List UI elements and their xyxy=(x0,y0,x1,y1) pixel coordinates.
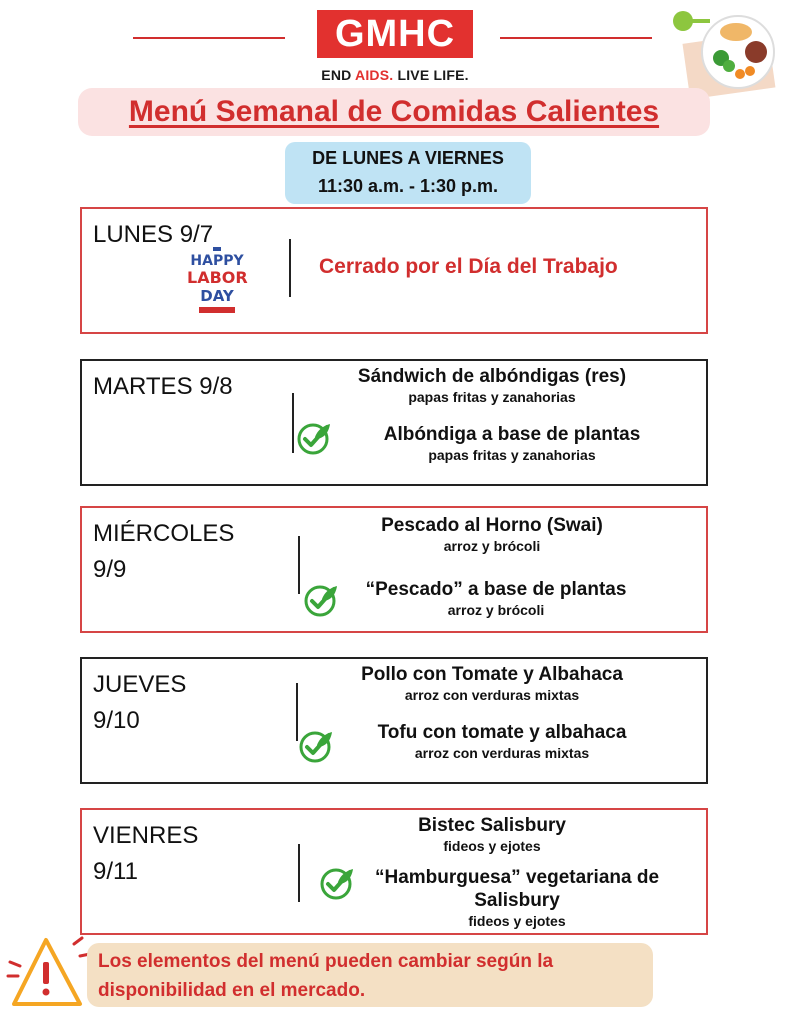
dish-vegan xyxy=(342,423,682,464)
dish-vegan xyxy=(352,866,682,930)
dish-name: Tofu con tomate y albahaca xyxy=(377,722,627,743)
labor-badge-line2: LABOR xyxy=(187,268,248,287)
labor-badge-line1: HAPPY xyxy=(190,253,244,269)
dish-regular xyxy=(302,365,682,406)
hours-time: 11:30 a.m. - 1:30 p.m. xyxy=(317,176,499,196)
dish-vegan xyxy=(342,721,662,762)
hours-days: DE LUNES A VIERNES xyxy=(312,148,504,168)
day-date: 9/9 xyxy=(93,556,127,583)
day-name: MIÉRCOLES xyxy=(93,520,235,547)
dish-regular xyxy=(332,814,652,855)
menu-title-banner xyxy=(78,88,710,136)
divider xyxy=(292,393,294,453)
divider xyxy=(289,239,291,297)
vegan-check-icon xyxy=(320,866,354,900)
labor-badge-line3: DAY xyxy=(200,287,234,305)
plate-food-icon xyxy=(666,8,778,98)
dish-name: Albóndiga a base de plantas xyxy=(383,424,641,445)
logo-tagline xyxy=(300,67,490,83)
warning-icon xyxy=(6,932,92,1014)
dish-name: “Pescado” a base de plantas xyxy=(365,579,627,600)
dish-regular xyxy=(322,663,662,704)
dish-sides: fideos y ejotes xyxy=(468,913,566,929)
dish-sides: arroz con verduras mixtas xyxy=(414,745,590,761)
dish-name: Pescado al Horno (Swai) xyxy=(381,515,603,536)
labor-day-badge xyxy=(187,247,247,327)
dish-sides: arroz y brócoli xyxy=(447,602,545,618)
gmhc-logo xyxy=(317,10,473,58)
service-hours-box xyxy=(285,142,531,204)
availability-notice xyxy=(98,947,658,1005)
dish-name: Pollo con Tomate y Albahaca xyxy=(361,664,623,685)
notice-line2: disponibilidad en el mercado. xyxy=(98,980,366,1001)
divider xyxy=(298,844,300,902)
dish-sides: arroz con verduras mixtas xyxy=(404,687,580,703)
divider xyxy=(298,536,300,594)
header-rule-left xyxy=(133,37,285,39)
day-date: 9/10 xyxy=(93,707,140,734)
day-card-friday xyxy=(80,808,708,935)
dish-sides: fideos y ejotes xyxy=(443,838,541,854)
dish-sides: papas fritas y zanahorias xyxy=(408,389,576,405)
day-label-friday xyxy=(93,818,263,890)
dish-name: Bistec Salisbury xyxy=(418,815,566,836)
tagline-aids: AIDS. xyxy=(355,67,394,83)
dish-sides: arroz y brócoli xyxy=(443,538,541,554)
header-rule-right xyxy=(500,37,652,39)
dish-regular xyxy=(332,514,652,555)
notice-line1: Los elementos del menú pueden cambiar según la xyxy=(98,951,554,972)
tagline-end: END xyxy=(321,67,356,83)
logo-text: GMHC xyxy=(334,12,456,55)
day-card-tuesday xyxy=(80,359,708,486)
dish-name: Sándwich de albóndigas (res) xyxy=(357,366,627,387)
day-date: 9/11 xyxy=(93,858,138,885)
vegan-check-icon xyxy=(299,729,333,763)
day-card-thursday xyxy=(80,657,708,784)
divider xyxy=(296,683,298,741)
day-card-wednesday xyxy=(80,506,708,633)
closed-notice: Cerrado por el Día del Trabajo xyxy=(319,255,618,278)
day-name: JUEVES xyxy=(93,671,187,698)
day-card-monday xyxy=(80,207,708,334)
dish-sides: papas fritas y zanahorias xyxy=(428,447,596,463)
day-label-wednesday xyxy=(93,516,263,588)
day-label-thursday xyxy=(93,667,263,739)
vegan-check-icon xyxy=(304,583,338,617)
menu-title: Menú Semanal de Comidas Calientes xyxy=(128,95,660,128)
dish-vegan xyxy=(336,578,656,619)
day-label-monday: LUNES 9/7 xyxy=(93,221,214,248)
day-name: VIENRES xyxy=(93,822,199,849)
day-label-tuesday: MARTES 9/8 xyxy=(93,373,233,400)
dish-name-line2: Salisbury xyxy=(474,890,560,911)
tagline-live-life: LIVE LIFE. xyxy=(393,67,469,83)
dish-name-line1: “Hamburguesa” vegetariana de xyxy=(374,867,660,888)
vegan-check-icon xyxy=(297,421,331,455)
